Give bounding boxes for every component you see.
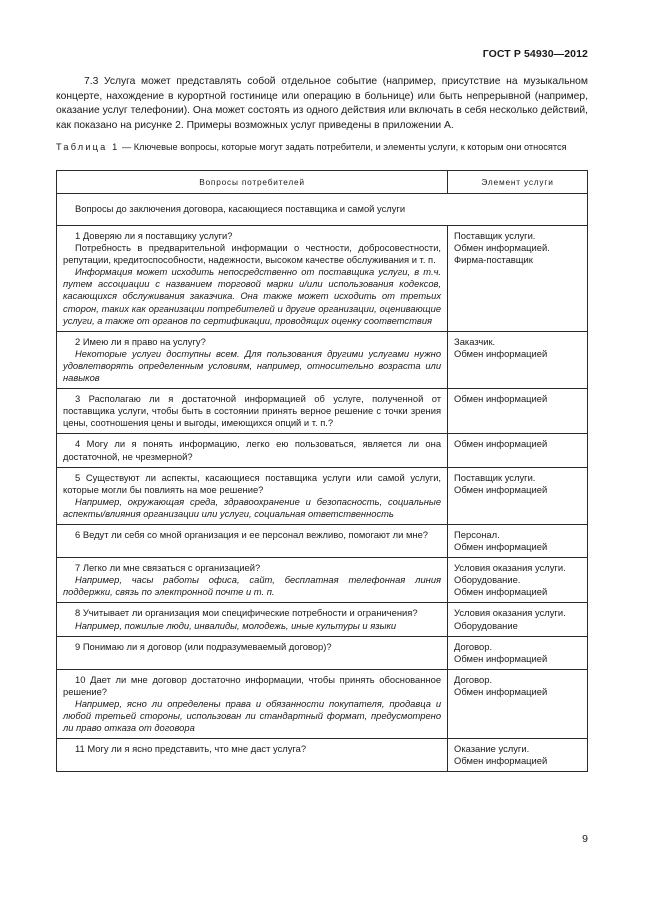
question-text: 7 Легко ли мне связаться с организацией? [75, 562, 261, 574]
table-row [57, 669, 588, 738]
service-element: Условия оказания услуги. [454, 607, 566, 619]
table-caption-lead: Таблица 1 [56, 142, 120, 152]
table-section-row [57, 194, 588, 226]
service-element: Оборудование. [454, 574, 521, 586]
question-example: Например, ясно ли определены права и обязанности покупателя, продавца и любой третьей стороны, использован ли стандартный формат, предусмотрено ли право отказа от договора [63, 698, 442, 734]
table-row [57, 467, 588, 524]
intro-text: 7.3 Услуга может представлять собой отдельное событие (например, присутствие на музыкальном концерте, нахождение в курортной гостинице или операцию в больнице) или быть непрерывной (например, оказание услуг телефонии). Она может состоять из одного действия или включать в себя несколько действий, как показано на рисунке 2. Примеры возможных услуг приведены в приложении А. [56, 76, 588, 131]
table-row [57, 389, 588, 434]
question-text: 6 Ведут ли себя со мной организация и ее персонал вежливо, помогают ли мне? [75, 528, 429, 540]
table-row [57, 226, 588, 332]
document-code: ГОСТ Р 54930—2012 [482, 48, 588, 60]
question-cell [57, 603, 448, 636]
question-example: Например, окружающая среда, здравоохранение и безопасность, социальные аспекты/влияния организации или услуги, социальная ответственность [63, 495, 442, 519]
element-cell [448, 558, 588, 603]
question-text: 5 Существуют ли аспекты, касающиеся поставщика услуги или самой услуги, которые могли бы повлиять на мое решение? [63, 471, 442, 495]
service-element: Поставщик услуги. [454, 471, 536, 483]
table-caption [56, 141, 588, 154]
question-example: Например, часы работы офиса, сайт, бесплатная телефонная линия поддержки, связь по электронной почте и т. п. [63, 574, 442, 598]
service-element: Персонал. [454, 528, 500, 540]
intro-paragraph [56, 75, 588, 133]
column-header-element: Элемент услуги [448, 171, 588, 194]
table-header-row [57, 171, 588, 194]
service-element: Обмен информацией [454, 438, 548, 450]
table-row [57, 331, 588, 388]
question-cell [57, 558, 448, 603]
question-cell [57, 669, 448, 738]
page-number: 9 [582, 833, 588, 845]
element-cell [448, 524, 588, 557]
service-element: Обмен информацией. [454, 242, 550, 254]
element-cell [448, 603, 588, 636]
question-cell [57, 389, 448, 434]
question-cell [57, 331, 448, 388]
service-element: Обмен информацией [454, 347, 548, 359]
question-example: Информация может исходить непосредственно от поставщика услуги, в т.ч. путем ассоциации с названием торговой марки и/или использования кодексов, касающихся обслуживания заказчика. Она также может исходить от третьих сторон, таких как организации потребителей и другие организации, оценивающие услуги, а также от органов по сертификации, проводящих оценку соответствия [63, 266, 442, 326]
element-cell [448, 636, 588, 669]
service-element: Условия оказания услуги. [454, 562, 566, 574]
service-element: Фирма-поставщик [454, 254, 533, 266]
table-caption-text: — Ключевые вопросы, которые могут задать потребители, и элементы услуги, к которым они относятся [119, 142, 567, 152]
column-header-questions: Вопросы потребителей [57, 171, 448, 194]
element-cell [448, 669, 588, 738]
table-row [57, 434, 588, 467]
question-explanation: Потребность в предварительной информации о честности, добросовестности, репутации, кредитоспособности, надежности, высоком качестве обслуживания и т. п. [63, 242, 442, 266]
section-title: Вопросы до заключения договора, касающиеся поставщика и самой услуги [57, 194, 588, 226]
service-element: Обмен информацией [454, 393, 548, 405]
question-text: 11 Могу ли я ясно представить, что мне даст услуга? [75, 743, 307, 755]
questions-table [56, 170, 588, 772]
service-element: Обмен информацией [454, 541, 548, 553]
element-cell [448, 739, 588, 772]
question-text: 10 Дает ли мне договор достаточно информации, чтобы принять обоснованное решение? [63, 673, 442, 697]
service-element: Оборудование [454, 619, 518, 631]
service-element: Договор. [454, 673, 493, 685]
table-row [57, 603, 588, 636]
question-cell [57, 636, 448, 669]
element-cell [448, 434, 588, 467]
element-cell [448, 331, 588, 388]
service-element: Обмен информацией [454, 586, 548, 598]
service-element: Оказание услуги. [454, 743, 530, 755]
service-element: Обмен информацией [454, 685, 548, 697]
question-cell [57, 467, 448, 524]
question-example: Некоторые услуги доступны всем. Для пользования другими услугами нужно удовлетворять определенным условиям, например, относительно возраста или навыков [63, 347, 442, 384]
service-element: Заказчик. [454, 335, 496, 347]
service-element: Обмен информацией [454, 652, 548, 664]
table-row [57, 636, 588, 669]
question-cell [57, 226, 448, 332]
question-text: 1 Доверяю ли я поставщику услуги? [75, 230, 233, 241]
service-element: Договор. [454, 640, 493, 652]
question-text: 3 Располагаю ли я достаточной информацией об услуге, полученной от поставщика услуги, чтобы быть в состоянии принять верное решение с точки зрения цены, соотношения цены и выгоды, имеющихся опций и т. п.? [63, 393, 442, 429]
element-cell [448, 226, 588, 332]
question-text: 4 Могу ли я понять информацию, легко ею пользоваться, является ли она достаточной, не чрезмерной? [63, 438, 442, 462]
question-text: 2 Имею ли я право на услугу? [75, 335, 206, 347]
question-cell [57, 739, 448, 772]
table-row [57, 558, 588, 603]
question-example: Например, пожилые люди, инвалиды, молодежь, иные культуры и языки [75, 619, 397, 631]
table-row [57, 524, 588, 557]
question-text: 8 Учитывает ли организация мои специфические потребности и ограничения? [75, 607, 418, 619]
element-cell [448, 389, 588, 434]
element-cell [448, 467, 588, 524]
question-cell [57, 434, 448, 467]
service-element: Поставщик услуги. [454, 230, 536, 241]
service-element: Обмен информацией [454, 755, 548, 767]
question-cell [57, 524, 448, 557]
service-element: Обмен информацией [454, 483, 548, 495]
table-row [57, 739, 588, 772]
question-text: 9 Понимаю ли я договор (или подразумеваемый договор)? [75, 640, 332, 652]
